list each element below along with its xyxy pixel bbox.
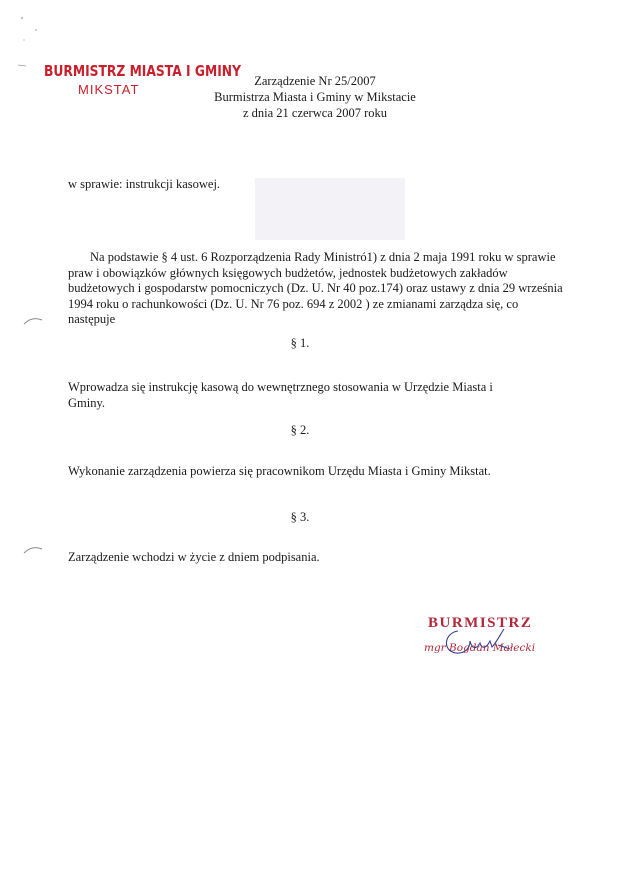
- order-date: z dnia 21 czerwca 2007 roku: [242, 106, 388, 120]
- office-stamp: [44, 62, 241, 97]
- section-3-heading: § 3.: [290, 510, 310, 524]
- section-3-text: Zarządzenie wchodzi w życie z dniem podpisania.: [68, 550, 320, 564]
- stamp-title: BURMISTRZ MIASTA I GMINY: [44, 62, 241, 80]
- section-2-text: Wykonanie zarządzenia powierza się pracownikom Urzędu Miasta i Gminy Mikstat.: [68, 464, 491, 478]
- issuer: Burmistrza Miasta i Gminy w Mikstacie: [214, 90, 416, 104]
- section-1-heading: § 1.: [290, 336, 310, 350]
- punch-hole-mark-top: [22, 313, 44, 331]
- section-1-text: Wprowadza się instrukcję kasową do wewnętrznego stosowania w Urzędzie Miasta i Gminy.: [68, 380, 493, 410]
- scan-shadow: [255, 178, 405, 240]
- signature-title: BURMISTRZ: [428, 615, 533, 631]
- signature-block: [418, 615, 548, 654]
- preamble-paragraph: Na podstawie § 4 ust. 6 Rozporządzenia Rady Ministró1) z dnia 2 maja 1991 roku w sprawie praw i obowiązków głównych księgowych budżetów, jednostek budżetowych zakładów budżetowych i gospodarstw pomocniczych (Dz. U. Nr 40 poz.174) oraz ustawy z dnia 29 września 1994 roku o rachunkowości (Dz. U. Nr 76 poz. 694 z 2002 ) ze zmianami zarządza się, co następuje: [68, 250, 563, 326]
- document-header: [190, 73, 440, 121]
- signatory-name: mgr Bogdan Małecki: [424, 642, 536, 654]
- section-2-heading: § 2.: [290, 423, 310, 437]
- handwritten-signature: [440, 623, 520, 659]
- order-number: Zarządzenie Nr 25/2007: [254, 74, 376, 88]
- stamp-town: MIKSTAT: [78, 82, 140, 97]
- subject-line: w sprawie: instrukcji kasowej.: [68, 177, 221, 191]
- punch-hole-mark-bottom: [22, 542, 44, 560]
